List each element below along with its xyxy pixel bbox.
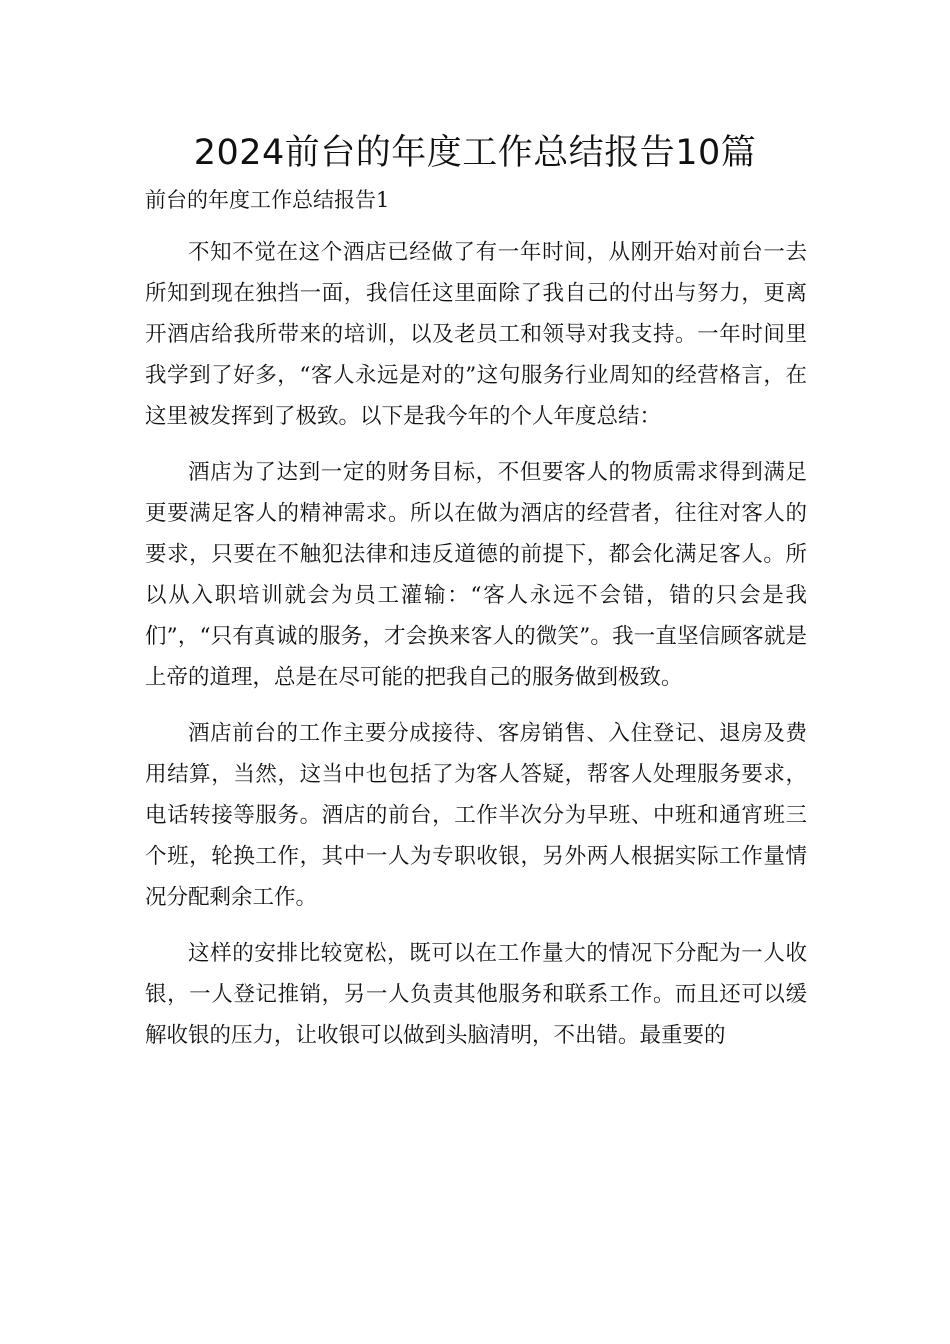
body-paragraph: 酒店前台的工作主要分成接待、客房销售、入住登记、退房及费用结算，当然，这当中也包括了为客人答疑，帮客人处理服务要求，电话转接等服务。酒店的前台，工作半次分为早班、中班和通宵班三个班，轮换工作，其中一人为专职收银，另外两人根据实际工作量情况分配剩余工作。 — [145, 721, 807, 910]
body-paragraph: 不知不觉在这个酒店已经做了有一年时间，从刚开始对前台一去所知到现在独挡一面，我信任这里面除了我自己的付出与努力，更离开酒店给我所带来的培训，以及老员工和领导对我支持。一年时间里我学到了好多，“客人永远是对的”这句服务行业周知的经营格言，在这里被发挥到了极致。以下是我今年的个人年度总结： — [145, 240, 807, 429]
document-body — [145, 232, 807, 1071]
body-paragraph: 酒店为了达到一定的财务目标，不但要客人的物质需求得到满足更要满足客人的精神需求。所以在做为酒店的经营者，往往对客人的要求，只要在不触犯法律和违反道德的前提下，都会化满足客人。所以从入职培训就会为员工灌输：“客人永远不会错，错的只会是我们”，“只有真诚的服务，才会换来客人的微笑”。我一直坚信顾客就是上帝的道理，总是在尽可能的把我自己的服务做到极致。 — [145, 460, 807, 690]
document-title: 2024前台的年度工作总结报告10篇 — [193, 133, 757, 173]
section-heading: 前台的年度工作总结报告1 — [145, 188, 390, 212]
body-paragraph: 这样的安排比较宽松，既可以在工作量大的情况下分配为一人收银，一人登记推销，另一人负责其他服务和联系工作。而且还可以缓解收银的压力，让收银可以做到头脑清明，不出错。最重要的 — [145, 941, 807, 1048]
